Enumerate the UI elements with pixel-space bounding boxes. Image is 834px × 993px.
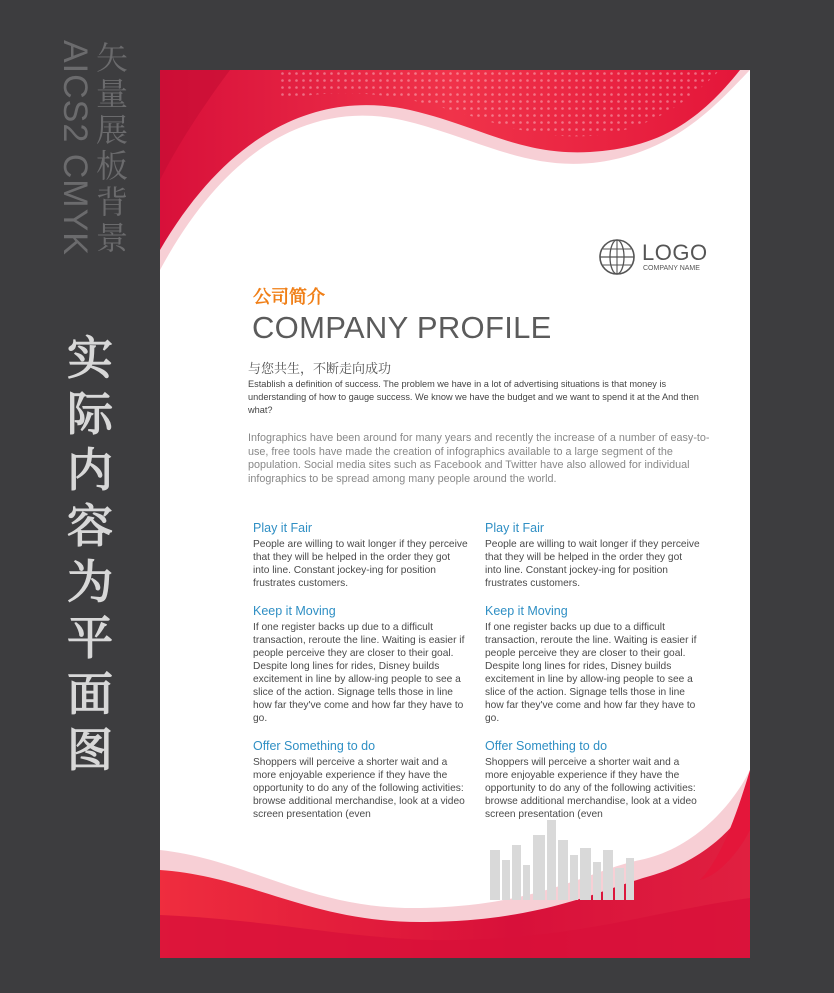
city-skyline-icon: [485, 820, 645, 900]
infographics-paragraph: Infographics have been around for many years and recently the increase of a number of easy-to-use, free tools have made the creation of infographics available to a large segment of the population. Social media sites such as Facebook and Twitter have also allowed for individual infographics to be spread among many people around the world.: [248, 432, 710, 485]
profile-poster: [160, 70, 750, 958]
section-body: Shoppers will perceive a shorter wait and a more enjoyable experience if they have the opportunity to do any of the following activities: browse additional merchandise, look at a video screen presentation (even: [485, 757, 697, 820]
section-body: Shoppers will perceive a shorter wait and a more enjoyable experience if they have the opportunity to do any of the following activities: browse additional merchandise, look at a video screen presentation (even: [253, 757, 465, 820]
cn-title: 公司简介: [253, 287, 325, 308]
section-body: If one register backs up due to a difficult transaction, reroute the line. Waiting is easier if people perceive they are closer to their goal. Despite long lines for rides, Disney builds excitement in line by allow-ing people to see a slice of the action. Signage tells those in line how far they've come and how far they have to go.: [485, 622, 697, 724]
vertical-char: 图: [67, 723, 113, 777]
side-watermark: [52, 40, 132, 280]
section-heading: Offer Something to do: [253, 739, 376, 753]
section-heading: Keep it Moving: [485, 604, 568, 618]
company-logo: [598, 238, 718, 278]
section-heading: Play it Fair: [253, 521, 313, 535]
vertical-char: 板: [95, 147, 128, 185]
section-body: If one register backs up due to a difficult transaction, reroute the line. Waiting is easier if people perceive they are closer to their goal. Despite long lines for rides, Disney builds excitement in line by allow-ing people to see a slice of the action. Signage tells those in line how far they've come and how far they have to go.: [253, 622, 465, 724]
format-label: AICS2 CMYK: [56, 40, 94, 256]
logo-text: LOGO: [642, 240, 708, 265]
section-body: People are willing to wait longer if they perceive that they will be helped in the order they got into line. Constant jockey-ing for position frustrates customers.: [485, 539, 700, 589]
vertical-char: 平: [67, 611, 113, 665]
company-name: COMPANY NAME: [643, 265, 700, 272]
slogan: 与您共生，不断走向成功: [248, 362, 392, 377]
vertical-char: 量: [95, 75, 128, 113]
vertical-char: 容: [67, 499, 113, 553]
vector-board-label: [94, 40, 130, 256]
page-title: COMPANY PROFILE: [252, 310, 552, 345]
vertical-char: 际: [67, 387, 113, 441]
vertical-char: 展: [95, 111, 128, 149]
vertical-char: 景: [95, 219, 128, 257]
vertical-char: 实: [67, 331, 113, 385]
intro-paragraph: Establish a definition of success. The problem we have in a lot of advertising situations is that money is understanding of how to gauge success. We know we have the budget and we want to spend it at the And then what?: [248, 379, 699, 416]
vertical-char: 矢: [95, 39, 128, 77]
section-heading: Offer Something to do: [485, 739, 608, 753]
section-heading: Play it Fair: [485, 521, 545, 535]
vertical-char: 背: [95, 183, 128, 221]
section-heading: Keep it Moving: [253, 604, 336, 618]
right-column: [485, 521, 700, 835]
section-body: People are willing to wait longer if they perceive that they will be helped in the order they got into line. Constant jockey-ing for position frustrates customers.: [253, 539, 468, 589]
globe-icon: [598, 238, 636, 276]
notice-label: [60, 330, 120, 778]
left-column: [253, 521, 468, 835]
vertical-char: 面: [67, 667, 113, 721]
vertical-char: 内: [67, 443, 113, 497]
vertical-char: 为: [67, 555, 113, 609]
